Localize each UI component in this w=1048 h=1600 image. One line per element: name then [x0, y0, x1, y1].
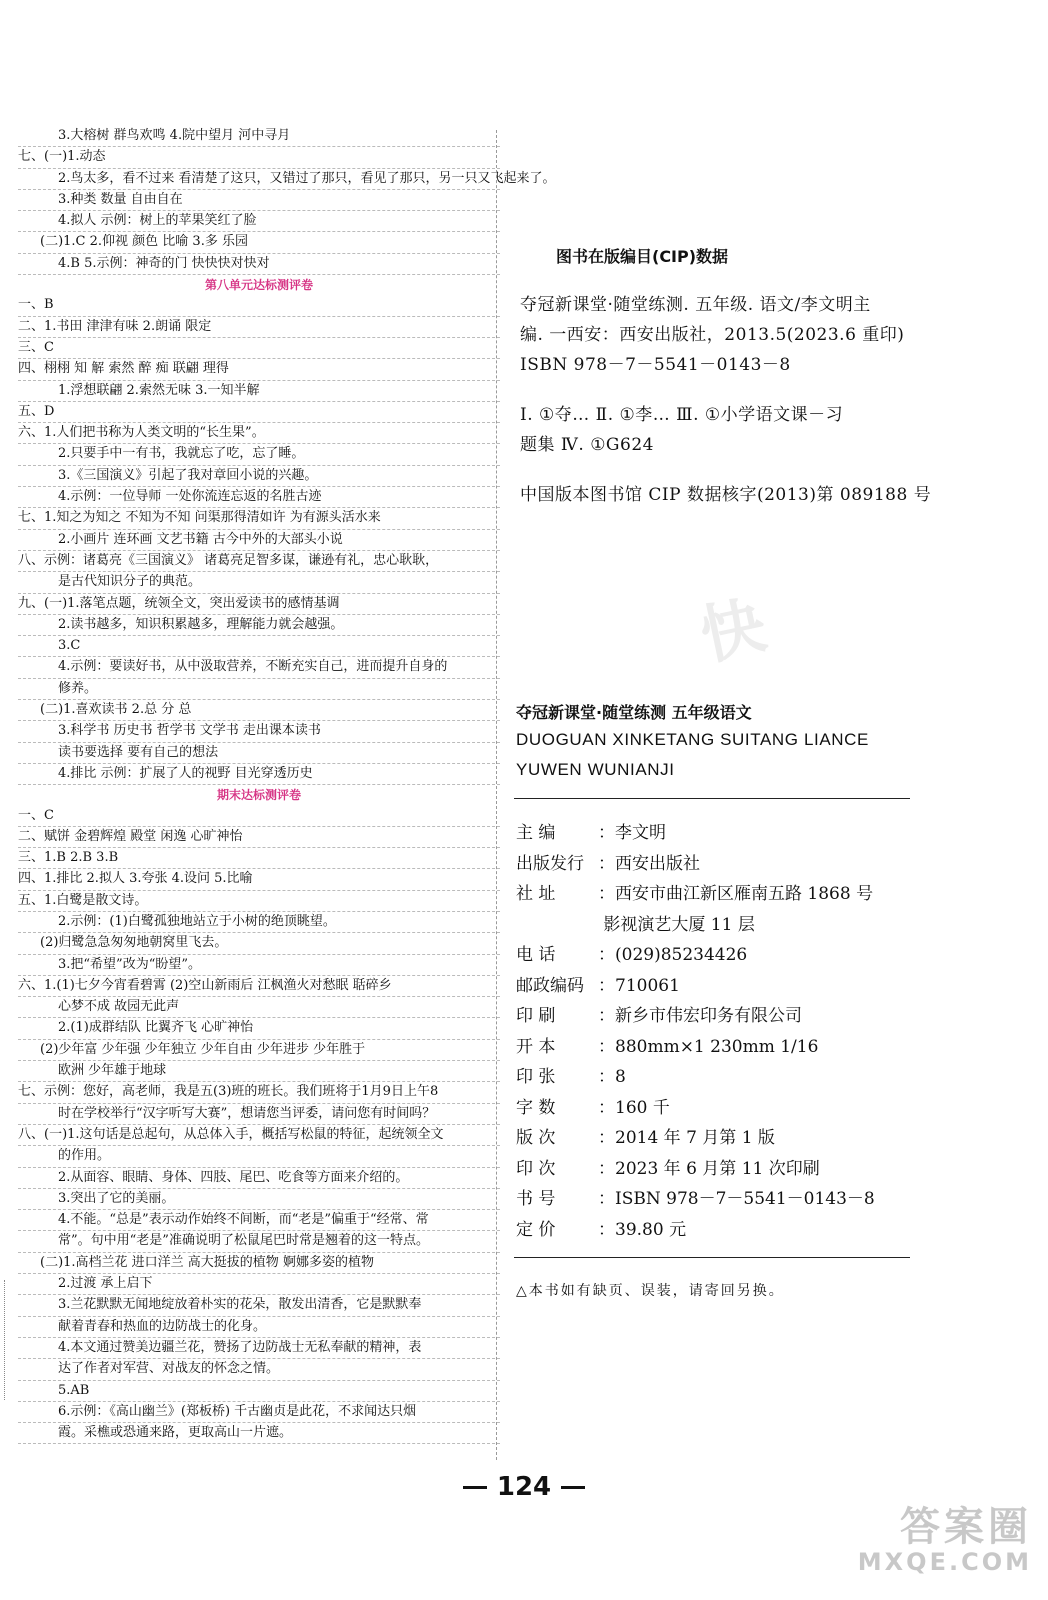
answer-line-text: 3.把“希望”改为“盼望”。 — [58, 956, 201, 972]
answer-line — [18, 594, 500, 615]
answer-line-text: 2.示例：(1)白鹭孤独地站立于小树的绝顶眺望。 — [58, 913, 336, 929]
answer-line-text: 四、栩栩 知 解 索然 醉 痴 联翩 理得 — [18, 361, 229, 377]
answer-line — [18, 317, 500, 338]
answer-line — [18, 1018, 500, 1039]
answer-line-text: 4.本文通过赞美边疆兰花，赞扬了边防战士无私奉献的精神，表 — [58, 1339, 422, 1355]
answer-line — [18, 743, 500, 764]
answer-line-text: 2.只要手中一有书，我就忘了吃，忘了睡。 — [58, 446, 305, 462]
answer-line-text: 3.大榕树 群鸟欢鸣 4.院中望月 河中寻月 — [58, 128, 291, 143]
answer-line-text: 常”。句中用“老是”准确说明了松鼠尾巴时常是翘着的这一特点。 — [58, 1233, 429, 1249]
answer-line — [18, 359, 500, 380]
info-label: 印 次 — [516, 1158, 556, 1179]
info-row — [516, 1184, 875, 1209]
answer-line — [18, 147, 500, 168]
cip-line: ISBN 978－7－5541－0143－8 — [520, 355, 791, 375]
answer-line — [18, 1423, 500, 1444]
answer-line — [18, 848, 500, 869]
answer-line — [18, 1210, 500, 1231]
info-row — [516, 849, 700, 874]
answer-line-text: 6.示例：《高山幽兰》(郑板桥) 千古幽贞是此花，不求闻达只烟 — [58, 1403, 417, 1419]
answer-line — [18, 466, 500, 487]
info-label: 社 址 — [516, 884, 556, 904]
answer-line — [18, 402, 500, 423]
answer-line-text: 六、1.人们把书称为人类文明的“长生果”。 — [18, 425, 265, 441]
answer-line — [18, 1125, 500, 1146]
answer-line-text: 2.读书越多，知识积累越多，理解能力就会越强。 — [58, 616, 344, 632]
answer-line-text: 3.种类 数量 自由自在 — [58, 191, 183, 207]
answer-line-text: 是古代知识分子的典范。 — [58, 574, 202, 590]
answer-line-text: (二)1.高档兰花 进口洋兰 高大挺拔的植物 婀娜多姿的植物 — [40, 1254, 374, 1270]
info-row — [516, 1032, 818, 1057]
notice-text: △本书如有缺页、误装，请寄回另换。 — [516, 1283, 785, 1299]
info-row — [516, 971, 680, 996]
answer-line — [18, 976, 500, 997]
answer-line-text: 4.排比 示例：扩展了人的视野 目光穿透历史 — [58, 765, 313, 781]
answer-line-text: (2)少年富 少年强 少年独立 少年自由 少年进步 少年胜于 — [40, 1041, 366, 1057]
answer-line — [18, 721, 500, 742]
answer-line-text: 期末达标测评卷 — [216, 788, 301, 803]
answer-line — [18, 955, 500, 976]
answer-line — [18, 508, 500, 529]
answer-line-text: 霞。采樵或恐通来路，更取高山一片遮。 — [58, 1425, 293, 1441]
answer-line-text: 心梦不成 故园无此声 — [58, 999, 180, 1015]
answer-line — [18, 551, 500, 572]
info-label: 定 价 — [516, 1219, 556, 1240]
info-value: ：西安出版社 — [598, 853, 700, 874]
answer-line — [18, 190, 500, 211]
watermark-line-1: 答案圈 — [900, 1504, 1032, 1550]
answer-line-text: 五、1.白鹭是散文诗。 — [18, 892, 148, 908]
answer-line — [18, 1189, 500, 1210]
binding-edge-mark — [4, 1280, 5, 1400]
cip-line: 夺冠新课堂·随堂练测. 五年级. 语文/李文明主 — [520, 295, 871, 315]
answer-line — [18, 1317, 500, 1338]
answer-line — [18, 1359, 500, 1380]
answer-line-text: 达了作者对军营、对战友的怀念之情。 — [58, 1361, 280, 1377]
answer-line-text: 3.突出了它的美丽。 — [58, 1190, 175, 1206]
answer-line-text: 4.拟人 示例：树上的苹果笑红了脸 — [58, 213, 257, 229]
info-value: ：新乡市伟宏印务有限公司 — [598, 1006, 802, 1026]
answer-line — [18, 1231, 500, 1252]
info-value: ：710061 — [598, 975, 680, 996]
answer-line — [18, 275, 500, 295]
answer-line — [18, 764, 500, 785]
info-value: ：ISBN 978－7－5541－0143－8 — [598, 1189, 875, 1209]
answer-line-text: 献着青春和热血的边防战士的化身。 — [58, 1318, 267, 1334]
answer-line-text: 时在学校举行“汉字听写大赛”，想请您当评委，请问您有时间吗？ — [58, 1105, 436, 1121]
answer-line — [18, 636, 500, 657]
answer-line — [18, 338, 500, 359]
answer-line — [18, 891, 500, 912]
answer-line-text: (二)1.C 2.仰视 颜色 比喻 3.多 乐园 — [40, 234, 248, 250]
cip-line: 中国版本图书馆 CIP 数据核字(2013)第 089188 号 — [520, 485, 932, 505]
answer-line — [18, 869, 500, 890]
answer-line-text: 4.示例：一位导师 一处你流连忘返的名胜古迹 — [58, 489, 322, 505]
faint-watermark-stamp: 快 — [694, 589, 773, 675]
answer-line — [18, 211, 500, 232]
answer-line — [18, 530, 500, 551]
answer-line-text: (2)归鹭急急匆匆地朝窝里飞去。 — [40, 935, 228, 951]
info-row — [516, 879, 873, 904]
answer-line — [18, 1040, 500, 1061]
answer-line-text: 第八单元达标测评卷 — [204, 278, 313, 293]
info-value: ：880mm×1 230mm 1/16 — [598, 1036, 819, 1057]
answer-line-text: 2.(1)成群结队 比翼齐飞 心旷神怡 — [58, 1020, 254, 1036]
info-value: ：39.80 元 — [598, 1219, 687, 1240]
answer-line-text: 五、D — [18, 403, 55, 419]
answer-line — [18, 254, 500, 275]
answer-line-text: 九、(一)1.落笔点题，统领全文，突出爱读书的感情基调 — [18, 595, 340, 611]
answer-line-text: 八、(一)1.这句话是总起句，从总体入手，概括写松鼠的特征，起统领全文 — [18, 1126, 444, 1142]
answer-line-text: 1.浮想联翩 2.索然无味 3.一知半解 — [58, 382, 260, 398]
cip-line: 题集 Ⅳ. ①G624 — [520, 435, 654, 455]
info-label: 版 次 — [516, 1128, 556, 1148]
answer-line — [18, 700, 500, 721]
info-label: 电 话 — [516, 945, 556, 965]
info-row — [516, 1154, 820, 1179]
info-row — [516, 1215, 686, 1240]
info-value: ：8 — [598, 1067, 626, 1087]
site-watermark — [858, 1506, 1032, 1576]
answer-line — [18, 1082, 500, 1103]
info-row — [516, 1001, 802, 1026]
answer-line-text: 七、(一)1.动态 — [18, 149, 106, 165]
answer-line-text: 4.示例：要读好书，从中汲取营养，不断充实自己，进而提升自身的 — [58, 659, 448, 675]
answer-line-text: 3.C — [58, 638, 81, 654]
answer-line-text: 八、示例：诸葛亮《三国演义》 诸葛亮足智多谋，谦逊有礼，忠心耿耿， — [18, 552, 439, 568]
answer-line — [18, 785, 500, 805]
answer-line — [18, 444, 500, 465]
answer-line-text: 二、赋饼 金碧辉煌 殿堂 闲逸 心旷神怡 — [18, 828, 243, 844]
info-top-rule — [514, 798, 910, 799]
answer-line-text: 七、示例：您好，高老师，我是五(3)班的班长。我们班将于1月9日上午8 — [18, 1084, 439, 1100]
info-label: 出版发行 — [516, 853, 584, 874]
book-pinyin-line-1: DUOGUAN XINKETANG SUITANG LIANCE — [516, 730, 869, 749]
answer-line — [18, 1146, 500, 1167]
answer-line-text: 4.不能。“总是”表示动作始终不间断，而“老是”偏重于“经常、常 — [58, 1212, 429, 1228]
watermark-line-2: MXQE.COM — [857, 1548, 1032, 1576]
answer-line-text: 七、1.知之为知之 不知为不知 问渠那得清如许 为有源头活水来 — [18, 510, 381, 526]
answer-line-text: (二)1.喜欢读书 2.总 分 总 — [40, 702, 192, 718]
cip-title: 图书在版编目(CIP)数据 — [556, 247, 729, 266]
info-row — [516, 910, 755, 935]
page-number — [0, 1472, 1048, 1502]
info-label: 主 编 — [516, 823, 556, 843]
cip-line: Ⅰ. ①夺… Ⅱ. ①李… Ⅲ. ①小学语文课－习 — [520, 405, 844, 425]
info-row — [516, 1062, 626, 1087]
answer-line-text: 3.兰花默默无闻地绽放着朴实的花朵，散发出清香，它是默默奉 — [58, 1297, 422, 1313]
info-value: ：(029)85234426 — [598, 945, 748, 965]
answer-line — [18, 1253, 500, 1274]
answer-line — [18, 933, 500, 954]
answer-line — [18, 572, 500, 593]
info-label: 邮政编码 — [516, 975, 584, 996]
answer-line — [18, 1295, 500, 1316]
info-row — [516, 1093, 670, 1118]
info-row — [516, 1123, 775, 1148]
info-label: 书 号 — [516, 1189, 556, 1209]
answer-line-text: 四、1.排比 2.拟人 3.夸张 4.设问 5.比喻 — [18, 871, 253, 887]
info-row — [516, 940, 747, 965]
answer-line — [18, 1402, 500, 1423]
info-label: 字 数 — [516, 1097, 556, 1118]
answer-line — [18, 126, 500, 147]
answer-line — [18, 827, 500, 848]
answer-line-text: 2.从面容、眼睛、身体、四肢、尾巴、吃食等方面来介绍的。 — [58, 1169, 409, 1185]
info-value: ：西安市曲江新区雁南五路 1868 号 — [598, 884, 874, 904]
answer-line-text: 2.过渡 承上启下 — [58, 1276, 153, 1292]
answer-line — [18, 1104, 500, 1125]
answer-line — [18, 679, 500, 700]
answer-line-text: 一、C — [18, 807, 54, 823]
info-label: 开 本 — [516, 1036, 556, 1057]
answer-line-text: 2.小画片 连环画 文艺书籍 古今中外的大部头小说 — [58, 531, 343, 547]
answer-line-text: 修养。 — [58, 680, 98, 696]
answer-line-text: 二、1.书田 津津有味 2.朗诵 限定 — [18, 318, 212, 334]
answer-line-text: 欧洲 少年雄于地球 — [58, 1063, 167, 1079]
answer-line — [18, 423, 500, 444]
answer-line-text: 三、C — [18, 339, 54, 355]
answer-line — [18, 806, 500, 827]
answer-line — [18, 1338, 500, 1359]
answer-line-text: 3.科学书 历史书 哲学书 文学书 走出课本读书 — [58, 723, 321, 739]
answer-line — [18, 657, 500, 678]
info-row — [516, 818, 666, 843]
info-value: ：李文明 — [598, 823, 666, 843]
answer-line — [18, 232, 500, 253]
answer-line — [18, 1168, 500, 1189]
answer-line-text: 2.鸟太多，看不过来 看清楚了这只，又错过了那只，看见了那只，另一只又飞起来了。 — [58, 170, 556, 186]
info-value: 影视演艺大厦 11 层 — [598, 914, 755, 935]
info-bottom-rule — [514, 1257, 910, 1258]
book-pinyin-line-2: YUWEN WUNIANJI — [516, 760, 675, 779]
answer-line-text: 3.《三国演义》引起了我对章回小说的兴趣。 — [58, 467, 318, 483]
answer-line — [18, 1274, 500, 1295]
answer-line-text: 读书要选择 要有自己的想法 — [58, 744, 219, 760]
answer-line-text: 的作用。 — [58, 1148, 111, 1164]
info-label: 印 刷 — [516, 1006, 556, 1026]
answer-line-text: 三、1.B 2.B 3.B — [18, 850, 119, 866]
book-title: 夺冠新课堂·随堂练测 五年级语文 — [516, 703, 752, 722]
column-divider — [496, 130, 497, 1460]
page-number-value: 124 — [496, 1472, 552, 1502]
answer-line — [18, 1381, 500, 1402]
answer-line — [18, 381, 500, 402]
answer-line-text: 5.AB — [58, 1382, 90, 1398]
page-number-dash-left — [463, 1486, 487, 1489]
answer-line — [18, 169, 556, 190]
info-value: ：2023 年 6 月第 11 次印刷 — [598, 1158, 820, 1179]
cip-line: 编. 一西安：西安出版社，2013.5(2023.6 重印) — [520, 325, 905, 345]
answer-line-text: 4.B 5.示例：神奇的门 快快快对快对 — [58, 255, 270, 271]
answer-line — [18, 295, 500, 316]
answer-line-text: 六、1.(1)七夕今宵看碧霄 (2)空山新雨后 江枫渔火对愁眠 聒碎乡 — [18, 977, 392, 993]
answer-line — [18, 997, 500, 1018]
answer-line — [18, 912, 500, 933]
info-value: ：2014 年 7 月第 1 版 — [598, 1128, 775, 1148]
answer-line — [18, 1061, 500, 1082]
page-number-dash-right — [561, 1486, 585, 1489]
info-value: ：160 千 — [598, 1097, 670, 1118]
info-label: 印 张 — [516, 1067, 556, 1087]
answer-line-text: 一、B — [18, 297, 54, 313]
answer-line — [18, 615, 500, 636]
answer-line — [18, 487, 500, 508]
